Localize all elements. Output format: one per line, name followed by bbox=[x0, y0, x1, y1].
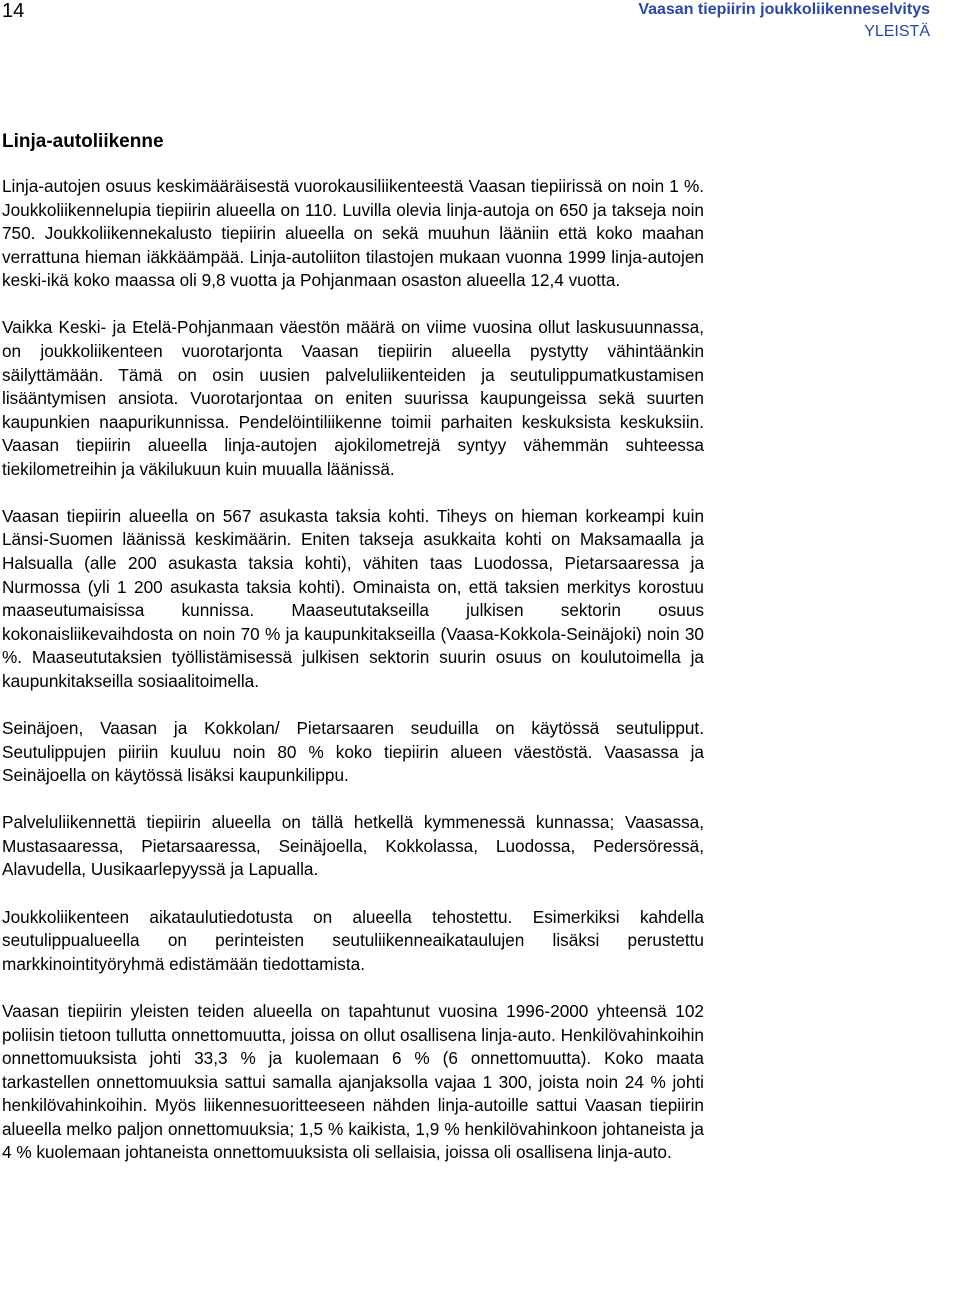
section-title: Linja-autoliikenne bbox=[2, 131, 164, 152]
paragraph: Seinäjoen, Vaasan ja Kokkolan/ Pietarsaaren seuduilla on käytössä seutulipput. Seutulippujen piiriin kuuluu noin 80 % koko tiepiirin alueen väestöstä. Vaasassa ja Seinäjoella on käytössä lisäksi kaupunkilippu. bbox=[2, 718, 704, 786]
paragraph: Linja-autojen osuus keskimääräisestä vuorokausiliikenteestä Vaasan tiepiirissä on noin 1 %. Joukkoliikennelupia tiepiirin alueella on 110. Luvilla olevia linja-autoja on 650 ja takseja noin 750. Joukkoliikennekalusto tiepiirin alueella on sekä muuhun lääniin että koko maahan verrattuna hieman iäkkäämpää. Linja-autoliiton tilastojen mukaan vuonna 1999 linja-autojen keski-ikä koko maassa oli 9,8 vuotta ja Pohjanmaan osaston alueella 12,4 vuotta. bbox=[2, 176, 704, 291]
paragraph: Vaasan tiepiirin alueella on 567 asukasta taksia kohti. Tiheys on hieman korkeampi kuin Länsi-Suomen läänissä keskimäärin. Eniten takseja asukkaita kohti on Maksamaalla ja Halsualla (alle 200 asukasta taksia kohti), vähiten taas Luodossa, Pietarsaaressa ja Nurmossa (yli 1 200 asukasta taksia kohti). Ominaista on, että taksien merkitys korostuu maaseutumaisissa kunnissa. Maaseututakseilla julkisen sektorin osuus kokonaisliikevaihdosta on noin 70 % ja kaupunkitakseilla (Vaasa-Kokkola-Seinäjoki) noin 30 %. Maaseututaksien työllistämisessä julkisen sektorin suurin osuus on koulutoimella ja kaupunkitakseilla sosiaalitoimella. bbox=[2, 505, 704, 691]
paragraph: Palveluliikennettä tiepiirin alueella on tällä hetkellä kymmenessä kunnassa; Vaasassa, Mustasaaressa, Pietarsaaressa, Seinäjoella, Kokkolassa, Luodossa, Pedersöressä, Alavudella, Uusikaarlepyyssä ja Lapualla. bbox=[2, 812, 704, 880]
paragraph: Vaikka Keski- ja Etelä-Pohjanmaan väestön määrä on viime vuosina ollut laskusuunnassa, on joukkoliikenteen vuorotarjonta Vaasan tiepiirin alueella pystytty vähintäänkin säilyttämään. Tämä on osin uusien palveluliikenteiden ja seutulippumatkustamisen lisääntymisen ansiota. Vuorotarjontaa on eniten suurissa kaupungeissa sekä suurten kaupunkien naapurikunnissa. Pendelöintiliikenne toimii parhaiten keskuksista keskuksiin. Vaasan tiepiirin alueella linja-autojen ajokilometrejä syntyy vähemmän suhteessa tiekilometreihin ja väkilukuun kuin muualla läänissä. bbox=[2, 317, 704, 479]
page-number: 14 bbox=[2, 0, 25, 22]
running-section-label: YLEISTÄ bbox=[864, 23, 930, 40]
running-title: Vaasan tiepiirin joukkoliikenneselvitys bbox=[638, 1, 930, 18]
paragraph: Vaasan tiepiirin yleisten teiden alueella on tapahtunut vuosina 1996-2000 yhteensä 102 poliisin tietoon tullutta onnettomuutta, joissa on ollut osallisena linja-auto. Henkilövahinkoihin onnettomuuksista johti 33,3 % ja kuolemaan 6 % (6 onnettomuutta). Koko maata tarkastellen onnettomuuksia sattui samalla ajanjaksolla vajaa 1 300, joista noin 24 % johti henkilövahinkoihin. Myös liikennesuoritteeseen nähden linja-autoille sattui Vaasan tiepiirin alueella melko paljon onnettomuuksia; 1,5 % kaikista, 1,9 % henkilövahinkoon johtaneista ja 4 % kuolemaan johtaneista onnettomuuksista oli sellaisia, joissa oli osallisena linja-auto. bbox=[2, 1000, 704, 1163]
paragraph: Joukkoliikenteen aikataulutiedotusta on alueella tehostettu. Esimerkiksi kahdella seutulippualueella on perinteisten seutuliikenneaikataulujen lisäksi perustettu markkinointityöryhmä edistämään tiedottamista. bbox=[2, 906, 704, 974]
body-text bbox=[2, 175, 704, 1189]
